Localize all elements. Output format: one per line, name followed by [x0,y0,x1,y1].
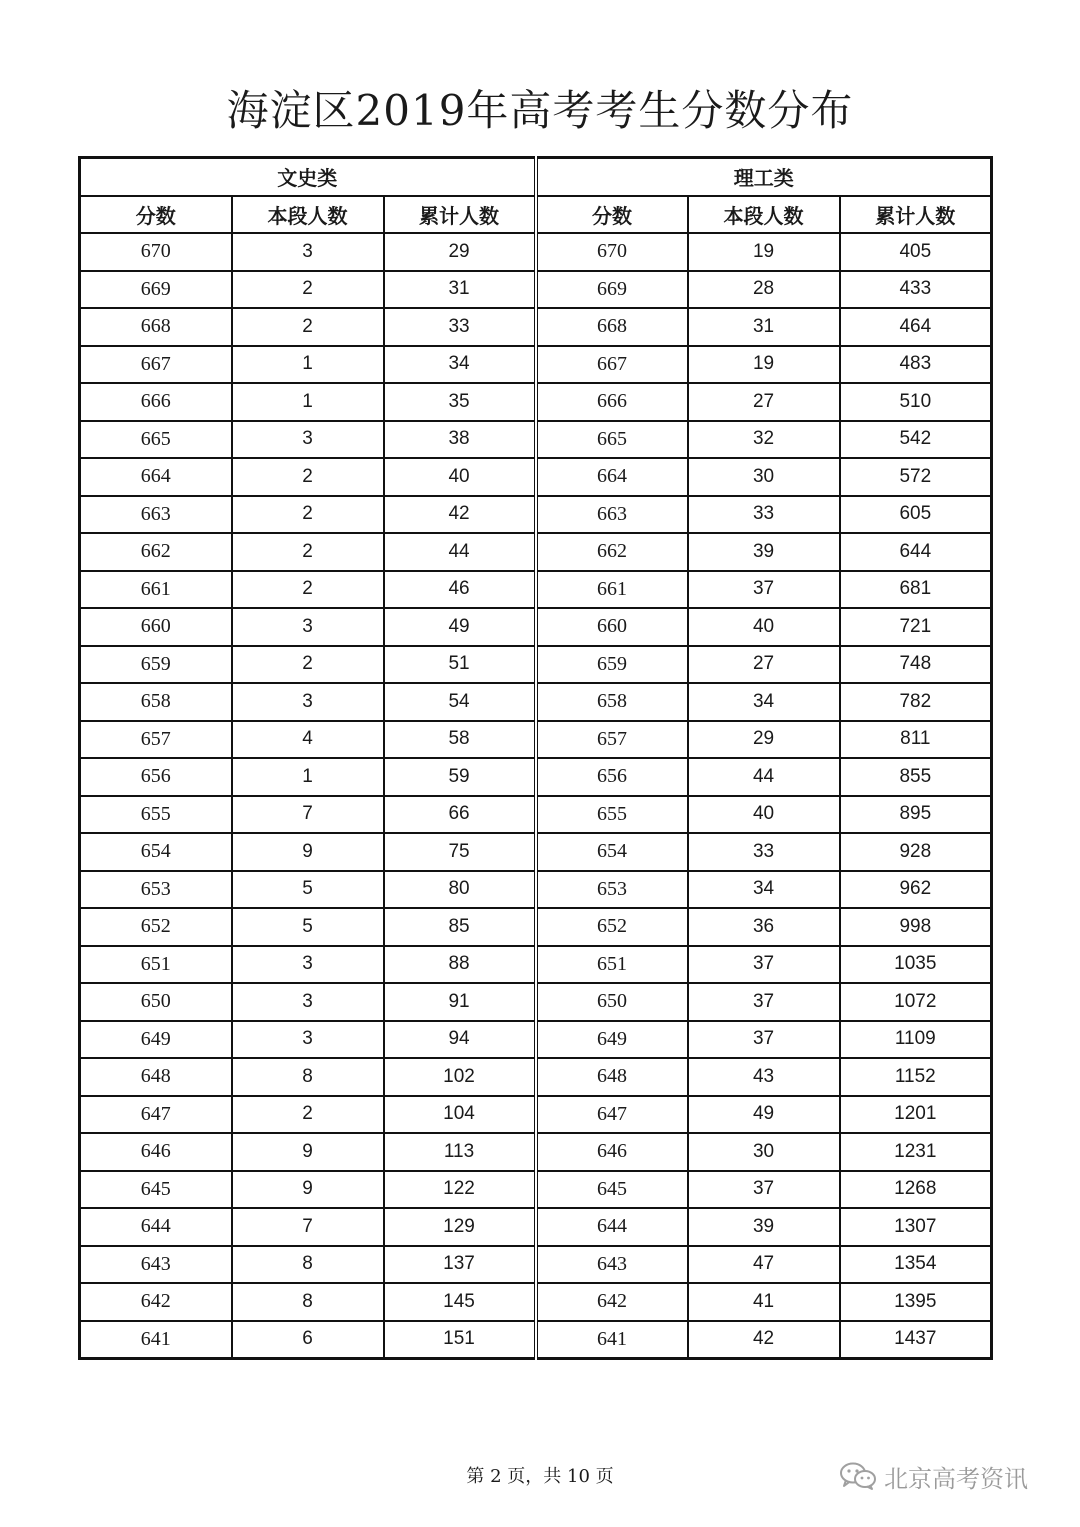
cumulative-count-cell: 855 [840,758,992,796]
column-header-row [80,196,992,234]
score-cell: 650 [536,983,688,1021]
score-cell: 642 [536,1283,688,1321]
score-cell: 651 [536,946,688,984]
cumulative-count-cell: 38 [384,421,536,459]
group-header-science: 理工类 [536,158,992,196]
segment-count-cell: 2 [232,308,384,346]
table-body [80,233,992,1359]
page-footer: 第 2 页，共 10 页 [466,1466,614,1487]
cumulative-count-cell: 122 [384,1171,536,1209]
score-cell: 669 [80,271,232,309]
cumulative-count-cell: 75 [384,833,536,871]
segment-count-cell: 40 [688,796,840,834]
segment-count-cell: 34 [688,871,840,909]
segment-count-cell: 3 [232,421,384,459]
table-row [80,233,992,271]
score-cell: 668 [80,308,232,346]
table-row [80,496,992,534]
segment-count-cell: 42 [688,1321,840,1359]
segment-count-cell: 19 [688,346,840,384]
cumulative-count-cell: 1072 [840,983,992,1021]
score-cell: 670 [80,233,232,271]
segment-count-cell: 5 [232,871,384,909]
cumulative-count-cell: 88 [384,946,536,984]
score-cell: 664 [80,458,232,496]
cumulative-count-cell: 721 [840,608,992,646]
score-cell: 666 [536,383,688,421]
cumulative-count-cell: 1201 [840,1096,992,1134]
table-row [80,458,992,496]
table-row [80,1096,992,1134]
score-cell: 662 [80,533,232,571]
score-cell: 667 [536,346,688,384]
segment-count-cell: 40 [688,608,840,646]
segment-count-cell: 44 [688,758,840,796]
table-row [80,646,992,684]
segment-count-cell: 8 [232,1246,384,1284]
segment-count-cell: 8 [232,1283,384,1321]
score-cell: 661 [80,571,232,609]
score-cell: 664 [536,458,688,496]
table-row [80,571,992,609]
table-row [80,308,992,346]
segment-count-cell: 30 [688,458,840,496]
score-cell: 659 [536,646,688,684]
cumulative-count-cell: 1231 [840,1133,992,1171]
cumulative-count-cell: 66 [384,796,536,834]
group-header-liberal-arts: 文史类 [80,158,536,196]
segment-count-cell: 7 [232,1208,384,1246]
score-cell: 651 [80,946,232,984]
score-cell: 645 [80,1171,232,1209]
table-row [80,1058,992,1096]
segment-count-cell: 3 [232,683,384,721]
table-row [80,1171,992,1209]
score-cell: 642 [80,1283,232,1321]
score-cell: 670 [536,233,688,271]
segment-count-cell: 32 [688,421,840,459]
score-cell: 655 [80,796,232,834]
cumulative-count-cell: 895 [840,796,992,834]
cumulative-count-cell: 433 [840,271,992,309]
segment-count-cell: 5 [232,908,384,946]
segment-count-cell: 30 [688,1133,840,1171]
score-cell: 647 [536,1096,688,1134]
score-cell: 658 [536,683,688,721]
score-cell: 658 [80,683,232,721]
cumulative-count-cell: 1109 [840,1021,992,1059]
score-cell: 645 [536,1171,688,1209]
cumulative-count-cell: 34 [384,346,536,384]
watermark [838,1458,1028,1494]
cumulative-count-cell: 464 [840,308,992,346]
cumulative-count-cell: 1437 [840,1321,992,1359]
segment-count-cell: 2 [232,646,384,684]
score-cell: 650 [80,983,232,1021]
score-cell: 653 [80,871,232,909]
segment-count-cell: 1 [232,758,384,796]
score-distribution-table [78,156,993,1360]
score-cell: 641 [80,1321,232,1359]
cumulative-count-cell: 102 [384,1058,536,1096]
segment-count-cell: 49 [688,1096,840,1134]
score-cell: 655 [536,796,688,834]
segment-count-cell: 2 [232,571,384,609]
cumulative-count-cell: 35 [384,383,536,421]
cumulative-count-cell: 483 [840,346,992,384]
cumulative-count-cell: 811 [840,721,992,759]
score-cell: 648 [80,1058,232,1096]
table-row [80,758,992,796]
cumulative-count-cell: 59 [384,758,536,796]
cumulative-count-cell: 129 [384,1208,536,1246]
cumulative-count-cell: 605 [840,496,992,534]
score-cell: 643 [536,1246,688,1284]
cumulative-count-cell: 46 [384,571,536,609]
table-row [80,1133,992,1171]
score-cell: 657 [80,721,232,759]
score-cell: 662 [536,533,688,571]
score-cell: 668 [536,308,688,346]
table-row [80,871,992,909]
score-cell: 669 [536,271,688,309]
segment-count-cell: 9 [232,1171,384,1209]
cumulative-count-cell: 644 [840,533,992,571]
table-row [80,533,992,571]
table-row [80,1021,992,1059]
cumulative-count-cell: 145 [384,1283,536,1321]
page-title: 海淀区2019年高考考生分数分布 [226,86,854,135]
cumulative-count-cell: 1035 [840,946,992,984]
cumulative-count-cell: 54 [384,683,536,721]
table-row [80,346,992,384]
segment-count-cell: 37 [688,1021,840,1059]
score-cell: 659 [80,646,232,684]
segment-count-cell: 33 [688,833,840,871]
segment-count-cell: 3 [232,608,384,646]
score-cell: 666 [80,383,232,421]
group-header-row [80,158,992,196]
segment-count-cell: 1 [232,346,384,384]
score-cell: 644 [80,1208,232,1246]
score-cell: 653 [536,871,688,909]
segment-count-cell: 6 [232,1321,384,1359]
score-cell: 663 [536,496,688,534]
score-cell: 649 [536,1021,688,1059]
segment-count-cell: 36 [688,908,840,946]
segment-count-cell: 27 [688,383,840,421]
score-cell: 657 [536,721,688,759]
table-row [80,796,992,834]
score-cell: 660 [80,608,232,646]
segment-count-cell: 8 [232,1058,384,1096]
score-cell: 646 [536,1133,688,1171]
column-header-segment-count: 本段人数 [232,196,384,234]
cumulative-count-cell: 137 [384,1246,536,1284]
table-row [80,946,992,984]
score-cell: 667 [80,346,232,384]
segment-count-cell: 27 [688,646,840,684]
segment-count-cell: 37 [688,983,840,1021]
score-cell: 660 [536,608,688,646]
cumulative-count-cell: 29 [384,233,536,271]
cumulative-count-cell: 681 [840,571,992,609]
table-row [80,271,992,309]
table-row [80,908,992,946]
segment-count-cell: 37 [688,571,840,609]
segment-count-cell: 28 [688,271,840,309]
segment-count-cell: 2 [232,458,384,496]
cumulative-count-cell: 104 [384,1096,536,1134]
table-row [80,383,992,421]
score-cell: 644 [536,1208,688,1246]
segment-count-cell: 2 [232,1096,384,1134]
wechat-icon [838,1461,878,1491]
score-cell: 654 [536,833,688,871]
score-cell: 656 [536,758,688,796]
cumulative-count-cell: 748 [840,646,992,684]
cumulative-count-cell: 49 [384,608,536,646]
table-row [80,983,992,1021]
segment-count-cell: 4 [232,721,384,759]
cumulative-count-cell: 1354 [840,1246,992,1284]
segment-count-cell: 37 [688,946,840,984]
cumulative-count-cell: 542 [840,421,992,459]
column-header-score: 分数 [536,196,688,234]
table-row [80,608,992,646]
column-header-cumulative-count: 累计人数 [384,196,536,234]
cumulative-count-cell: 510 [840,383,992,421]
cumulative-count-cell: 58 [384,721,536,759]
segment-count-cell: 7 [232,796,384,834]
cumulative-count-cell: 1307 [840,1208,992,1246]
score-cell: 654 [80,833,232,871]
column-header-score: 分数 [80,196,232,234]
cumulative-count-cell: 113 [384,1133,536,1171]
segment-count-cell: 2 [232,533,384,571]
cumulative-count-cell: 962 [840,871,992,909]
cumulative-count-cell: 782 [840,683,992,721]
segment-count-cell: 3 [232,233,384,271]
cumulative-count-cell: 40 [384,458,536,496]
score-cell: 649 [80,1021,232,1059]
segment-count-cell: 37 [688,1171,840,1209]
segment-count-cell: 2 [232,496,384,534]
score-cell: 646 [80,1133,232,1171]
segment-count-cell: 9 [232,833,384,871]
score-cell: 661 [536,571,688,609]
table-row [80,1283,992,1321]
cumulative-count-cell: 405 [840,233,992,271]
table-row [80,1208,992,1246]
segment-count-cell: 3 [232,983,384,1021]
segment-count-cell: 3 [232,1021,384,1059]
column-header-segment-count: 本段人数 [688,196,840,234]
cumulative-count-cell: 44 [384,533,536,571]
table-row [80,1246,992,1284]
segment-count-cell: 47 [688,1246,840,1284]
score-cell: 656 [80,758,232,796]
cumulative-count-cell: 572 [840,458,992,496]
cumulative-count-cell: 1395 [840,1283,992,1321]
cumulative-count-cell: 33 [384,308,536,346]
column-header-cumulative-count: 累计人数 [840,196,992,234]
segment-count-cell: 19 [688,233,840,271]
cumulative-count-cell: 51 [384,646,536,684]
cumulative-count-cell: 1152 [840,1058,992,1096]
segment-count-cell: 3 [232,946,384,984]
cumulative-count-cell: 998 [840,908,992,946]
segment-count-cell: 2 [232,271,384,309]
score-cell: 663 [80,496,232,534]
cumulative-count-cell: 928 [840,833,992,871]
segment-count-cell: 29 [688,721,840,759]
score-cell: 652 [536,908,688,946]
table-row [80,683,992,721]
cumulative-count-cell: 31 [384,271,536,309]
segment-count-cell: 33 [688,496,840,534]
score-cell: 652 [80,908,232,946]
score-cell: 665 [536,421,688,459]
cumulative-count-cell: 85 [384,908,536,946]
score-cell: 647 [80,1096,232,1134]
score-cell: 641 [536,1321,688,1359]
segment-count-cell: 34 [688,683,840,721]
segment-count-cell: 9 [232,1133,384,1171]
table-row [80,421,992,459]
segment-count-cell: 31 [688,308,840,346]
score-cell: 665 [80,421,232,459]
cumulative-count-cell: 80 [384,871,536,909]
segment-count-cell: 39 [688,533,840,571]
score-cell: 648 [536,1058,688,1096]
score-cell: 643 [80,1246,232,1284]
cumulative-count-cell: 151 [384,1321,536,1359]
segment-count-cell: 43 [688,1058,840,1096]
segment-count-cell: 41 [688,1283,840,1321]
cumulative-count-cell: 1268 [840,1171,992,1209]
table-row [80,721,992,759]
cumulative-count-cell: 94 [384,1021,536,1059]
table-row [80,833,992,871]
cumulative-count-cell: 42 [384,496,536,534]
cumulative-count-cell: 91 [384,983,536,1021]
segment-count-cell: 39 [688,1208,840,1246]
segment-count-cell: 1 [232,383,384,421]
table-row [80,1321,992,1359]
watermark-text: 北京高考资讯 [884,1464,1028,1493]
